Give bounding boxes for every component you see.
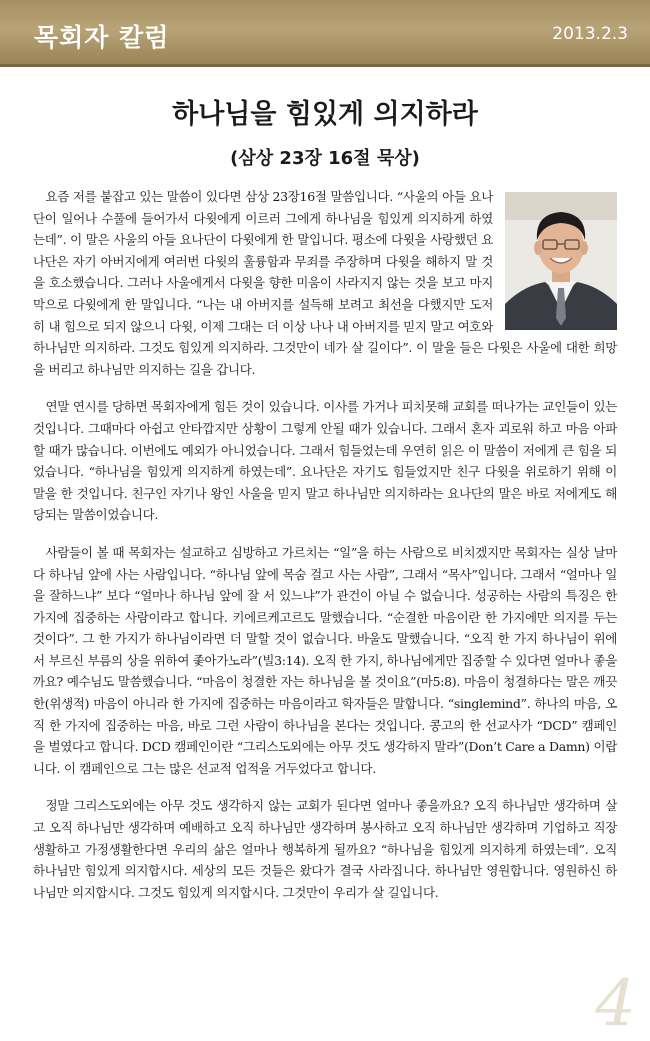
body-paragraph: 연말 연시를 당하면 목회자에게 힘든 것이 있습니다. 이사를 가거나 피치못해 교회를 떠나가는 교인들이 있는 것입니다. 그때마다 아쉽고 안타깝지만 상황이 그렇게 안될 때가 있습니다. 그래서 혼자 괴로워 하고 마음 아파할 때가 많습니다. 이번에도 예외가 아니었습니다. 그래서 힘들었는데 우연히 읽은 이 말씀이 저에게 큰 힘을 되었습니다. “하나님을 힘있게 의지하게 하였는데”. 요나단은 자기도 힘들었지만 친구 다윗을 위로하기 위해 이 말을 한 것입니다. 친구인 자기나 왕인 사울을 믿지 말고 하나님만 의지하라는 요나단의 말은 바로 저에게도 해당되는 말씀이었습니다. bbox=[33, 399, 617, 523]
page-number: 4 bbox=[595, 967, 636, 1041]
issue-date: 2013.2.3 bbox=[552, 24, 628, 44]
body-paragraph: 정말 그리스도외에는 아무 것도 생각하지 않는 교회가 된다면 얼마나 좋을까요? 오직 하나님만 생각하며 살고 오직 하나님만 생각하며 예배하고 오직 하나님만 생각하며 봉사하고 오직 하나님만 생각하며 기업하고 직장생활하고 가정생활한다면 우리의 삶은 얼마나 행복하게 될까요? “하나님을 힘있게 의지하게 하였는데”. 오직 하나님만 힘있게 의지합시다. 세상의 모든 것들은 왔다가 결국 사라집니다. 하나님만 영원합니다. 영원하신 하나님만 의지합시다. 그것도 힘있게 의지합시다. 그것만이 우리가 살 길입니다. bbox=[33, 798, 617, 900]
column-header-band bbox=[0, 0, 650, 67]
article-body bbox=[33, 186, 617, 919]
article-subtitle: (삼상 23장 16절 묵상) bbox=[230, 148, 420, 169]
article-title: 하나님을 힘있게 의지하라 bbox=[172, 99, 478, 130]
body-paragraph bbox=[33, 186, 617, 380]
paragraph-text: 요즘 저를 붙잡고 있는 말씀이 있다면 삼상 23장16절 말씀입니다. “사울의 아들 요나단이 일어나 수풀에 들어가서 다윗에게 이르러 그에게 하나님을 힘있게 의지하게 하였는데”. 이 말은 사울의 아들 요나단이 다윗에게 한 말입니다. 평소에 다윗을 사랑했던 요나단은 자기 아버지에게 여러번 다윗의 훌륭함과 무죄를 주장하며 다윗을 해하지 말 것을 호소했습니다. 그러나 사울에게서 다윗을 향한 미움이 사라지지 않는 것을 보고 마지막으로 다윗에게 한 말입니다. “나는 내 아버지를 설득해 보려고 최선을 다했지만 도저히 내 힘으로 되지 않으니 다윗, 이제 그대는 더 이상 나나 내 아버지를 믿지 말고 여호와 하나님만 의지하라. 그것도 힘있게 의지하라. 그것만이 네가 살 길이다”. 이 말을 들은 다윗은 사울에 대한 희망을 버리고 하나님만 의지하는 길을 갑니다. bbox=[33, 189, 617, 377]
section-title: 목회자 칼럼 bbox=[34, 23, 170, 52]
body-paragraph: 사람들이 볼 때 목회자는 설교하고 심방하고 가르치는 “일”을 하는 사람으로 비치겠지만 목회자는 실상 날마다 하나님 앞에 사는 사람입니다. “하나님 앞에 목숨 걸고 사는 사람”, 그래서 “목사”입니다. 그래서 “얼마나 일을 잘하느냐” 보다 “얼마나 하나님 앞에 잘 서 있느냐”가 관건이 아닐 수 없습니다. 성공하는 사람의 특징은 한 가지에 집중하는 사람이라고 합니다. 키에르케고르도 말했습니다. “순결한 마음이란 한 가지에만 의지를 두는 것이다”. 그 한 가지가 하나님이라면 더 말할 것이 없습니다. 바울도 말했습니다. “오직 한 가지 하나님이 위에서 부르신 부름의 상을 위하여 좇아가노라”(빌3:14). 오직 한 가지, 하나님에게만 집중할 수 있다면 얼마나 좋을까요? 예수님도 말씀했습니다. “마음이 청결한 자는 하나님을 볼 것이요”(마5:8). 마음이 청결하다는 말은 깨끗한(위생적) 마음이 아니라 한 가지에 집중하는 마음이라고 학자들은 말합니다. “singlemind”. 하나의 마음, 오직 한 가지에 집중하는 마음, 바로 그런 사람이 하나님을 본다는 것입니다. 콩고의 한 선교사가 “DCD” 캠페인을 벌였다고 합니다. DCD 캠페인이란 “그리스도외에는 아무 것도 생각하지 말라”(Don’t Care a Damn) 이랍니다. 이 캠페인으로 그는 많은 선교적 업적을 거두었다고 합니다. bbox=[33, 544, 617, 776]
photo-wrap-space bbox=[493, 186, 617, 334]
